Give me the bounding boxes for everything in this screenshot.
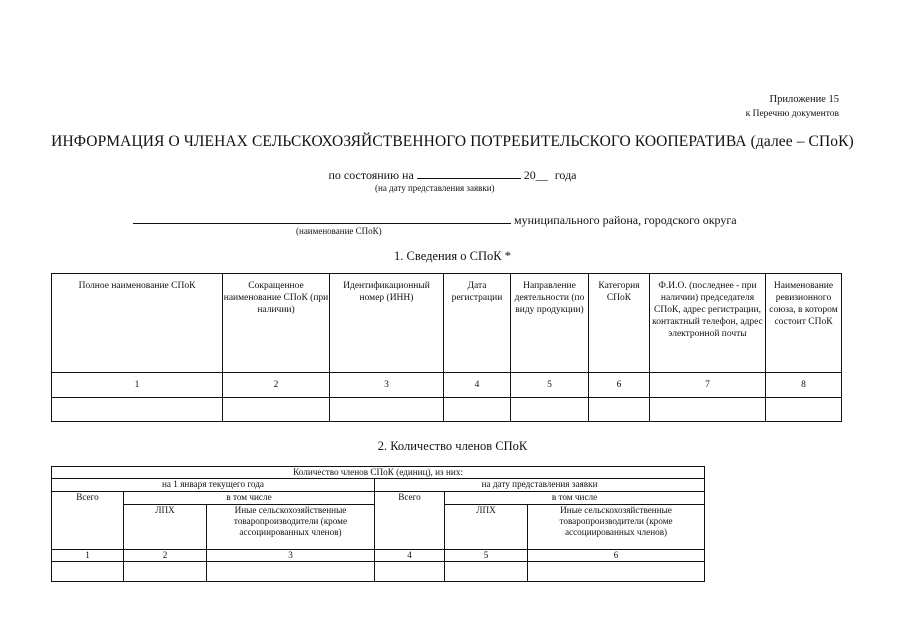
table-cell [330, 398, 444, 422]
members-count-table [51, 466, 705, 582]
table-cell [511, 398, 589, 422]
column-number: 1 [52, 373, 223, 398]
column-number: 6 [589, 373, 650, 398]
column-number: 1 [52, 550, 124, 562]
column-number: 4 [375, 550, 445, 562]
municipality-note: (наименование СПоК) [296, 226, 382, 236]
table-header-row [52, 274, 842, 373]
table-cell [589, 398, 650, 422]
table-cell [223, 398, 330, 422]
table-row [52, 562, 705, 582]
state-year: 20__ [523, 168, 548, 182]
table-cell [52, 562, 124, 582]
table-row [52, 398, 842, 422]
table-cell [445, 562, 528, 582]
coop-info-table [51, 273, 842, 422]
state-note: (на дату представления заявки) [375, 183, 495, 193]
header-activity: Направление деятельности (по виду продукции) [511, 274, 589, 373]
column-number: 3 [330, 373, 444, 398]
document-title: ИНФОРМАЦИЯ О ЧЛЕНАХ СЕЛЬСКОХОЗЯЙСТВЕННОГО ПОТРЕБИТЕЛЬСКОГО КООПЕРАТИВА (далее – СПоК) [51, 133, 854, 150]
header-including: в том числе [445, 492, 705, 505]
municipality-suffix: муниципального района, городского округа [514, 213, 737, 227]
municipality-line [133, 211, 737, 228]
header-short-name: Сокращенное наименование СПоК (при наличии) [223, 274, 330, 373]
appendix-line-1: Приложение 15 [769, 94, 839, 105]
column-number: 2 [223, 373, 330, 398]
header-other-producers: Иные сельскохозяйственные товаропроизводители (кроме ассоциированных членов) [207, 505, 375, 550]
header-chairman: Ф.И.О. (последнее - при наличии) председателя СПоК, адрес регистрации, контактный телефон, адрес электронной почты [650, 274, 766, 373]
header-inn: Идентификационный номер (ИНН) [330, 274, 444, 373]
appendix-label [746, 92, 839, 122]
column-number: 8 [766, 373, 842, 398]
column-number: 2 [124, 550, 207, 562]
group-jan-1: на 1 января текущего года [52, 479, 375, 492]
table-cell [650, 398, 766, 422]
column-number: 3 [207, 550, 375, 562]
state-line [0, 166, 905, 183]
header-reg-date: Дата регистрации [444, 274, 511, 373]
table-cell [528, 562, 705, 582]
header-category: Категория СПоК [589, 274, 650, 373]
header-audit-union: Наименование ревизионного союза, в котором состоит СПоК [766, 274, 842, 373]
members-top-header: Количество членов СПоК (единиц), из них: [52, 467, 705, 479]
header-lph: ЛПХ [445, 505, 528, 550]
table-header-row [52, 479, 705, 492]
table-cell [375, 562, 445, 582]
coop-name-blank [133, 211, 511, 224]
table-cell [766, 398, 842, 422]
header-full-name: Полное наименование СПоК [52, 274, 223, 373]
column-number: 4 [444, 373, 511, 398]
table-cell [124, 562, 207, 582]
state-suffix: года [554, 168, 577, 182]
column-number: 5 [511, 373, 589, 398]
header-including: в том числе [124, 492, 375, 505]
header-total: Всего [52, 492, 124, 550]
group-application-date: на дату представления заявки [375, 479, 705, 492]
column-number: 6 [528, 550, 705, 562]
table-header-row [52, 492, 705, 505]
table-cell [52, 398, 223, 422]
header-total: Всего [375, 492, 445, 550]
appendix-line-2: к Перечню документов [745, 109, 839, 119]
section-1-heading: 1. Сведения о СПоК * [394, 249, 511, 263]
header-other-producers: Иные сельскохозяйственные товаропроизводители (кроме ассоциированных членов) [528, 505, 705, 550]
table-cell [207, 562, 375, 582]
section-2-heading: 2. Количество членов СПоК [377, 439, 528, 453]
table-number-row [52, 373, 842, 398]
table-header-row [52, 467, 705, 479]
state-prefix: по состоянию на [328, 168, 414, 182]
column-number: 5 [445, 550, 528, 562]
table-number-row [52, 550, 705, 562]
date-blank [417, 166, 521, 179]
table-cell [444, 398, 511, 422]
column-number: 7 [650, 373, 766, 398]
header-lph: ЛПХ [124, 505, 207, 550]
